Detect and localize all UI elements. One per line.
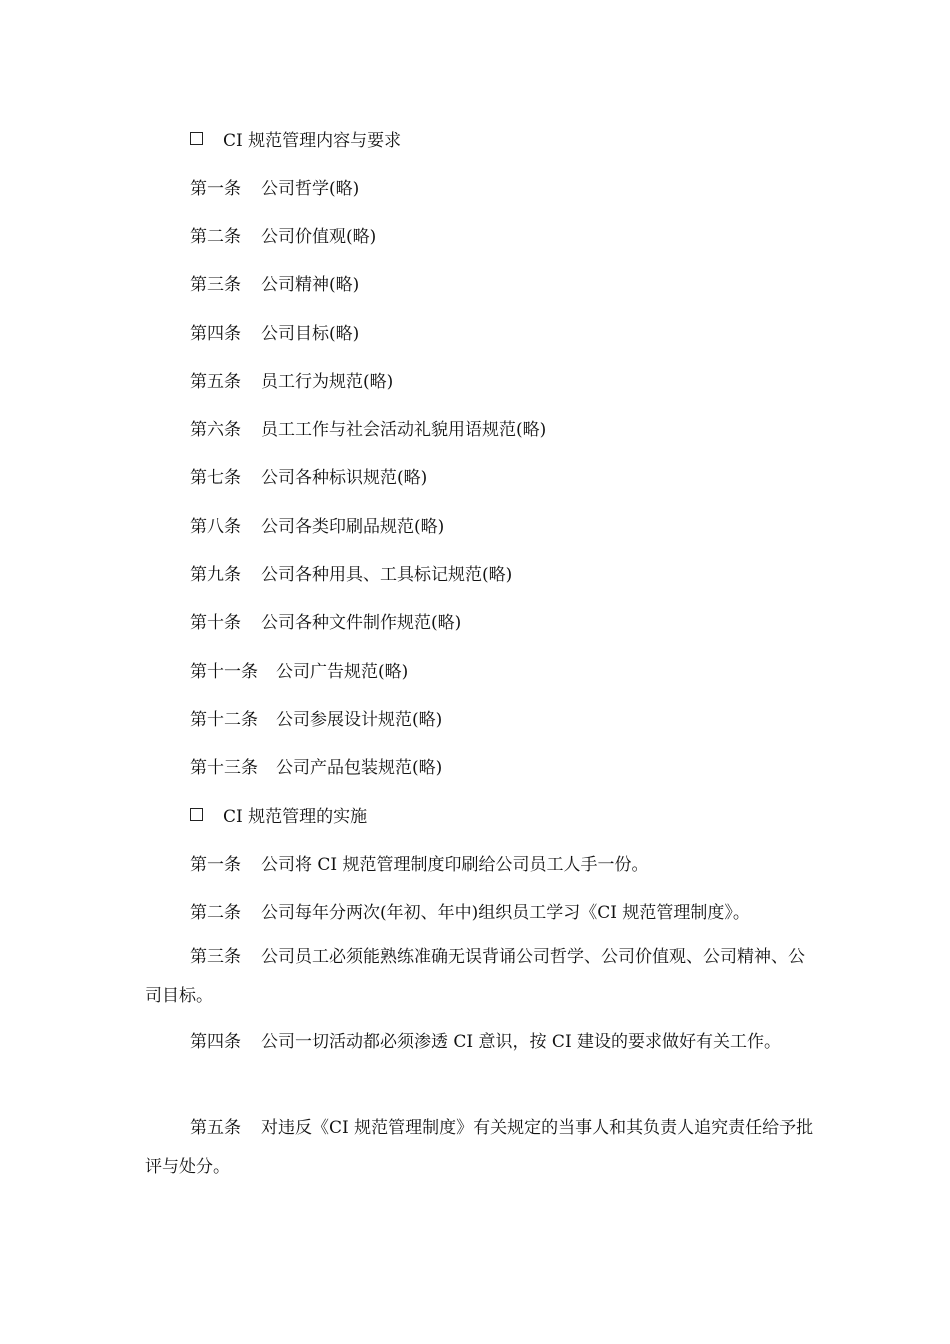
article-text: 公司各类印刷品规范(略): [261, 517, 445, 537]
article-item: [190, 898, 750, 923]
article-text: 员工工作与社会活动礼貌用语规范(略): [261, 420, 547, 440]
article-text: 公司一切活动都必须渗透 CI 意识，按 CI 建设的要求做好有关工作。: [261, 1032, 782, 1052]
article-number: 第四条: [190, 1032, 241, 1052]
article-item: [190, 415, 546, 440]
section-heading-content-requirements: [190, 126, 401, 151]
article-number: 第一条: [190, 855, 241, 875]
section-title: CI 规范管理内容与要求: [223, 131, 402, 151]
article-text: 公司各种标识规范(略): [261, 468, 428, 488]
article-text: 公司各种用具、工具标记规范(略): [261, 565, 513, 585]
article-number: 第二条: [190, 903, 241, 923]
article-item: [190, 560, 512, 585]
article-item: [190, 657, 408, 682]
article-item: [190, 367, 393, 392]
article-number: 第九条: [190, 565, 241, 585]
article-number: 第七条: [190, 468, 241, 488]
article-number: 第三条: [190, 275, 241, 295]
article-item: [190, 608, 461, 633]
article-text: 公司员工必须能熟练准确无误背诵公司哲学、公司价值观、公司精神、公司目标。: [145, 947, 805, 1006]
article-number: 第六条: [190, 420, 241, 440]
article-item: [190, 319, 359, 344]
article-number: 第十三条: [190, 758, 258, 778]
section-title: CI 规范管理的实施: [223, 807, 368, 827]
section-heading-implementation: [190, 802, 367, 827]
article-number: 第八条: [190, 517, 241, 537]
article-item: [190, 753, 442, 778]
article-paragraph: [145, 1109, 815, 1187]
article-item: [190, 222, 376, 247]
article-item: [190, 705, 442, 730]
article-text: 公司精神(略): [261, 275, 360, 295]
article-text: 公司价值观(略): [261, 227, 377, 247]
article-number: 第五条: [190, 372, 241, 392]
article-text: 公司哲学(略): [261, 179, 360, 199]
article-text: 员工行为规范(略): [261, 372, 394, 392]
article-number: 第五条: [190, 1118, 241, 1138]
article-number: 第三条: [190, 947, 241, 967]
article-text: 对违反《CI 规范管理制度》有关规定的当事人和其负责人追究责任给予批评与处分。: [145, 1118, 814, 1177]
article-paragraph: [145, 1023, 815, 1062]
article-number: 第一条: [190, 179, 241, 199]
article-item: [190, 270, 359, 295]
article-item: [190, 174, 359, 199]
article-text: 公司目标(略): [261, 324, 360, 344]
article-paragraph: [145, 938, 815, 1016]
checkbox-square-icon: [190, 808, 203, 821]
article-number: 第十一条: [190, 662, 258, 682]
article-text: 公司各种文件制作规范(略): [261, 613, 462, 633]
article-number: 第十条: [190, 613, 241, 633]
article-number: 第二条: [190, 227, 241, 247]
article-text: 公司产品包装规范(略): [276, 758, 443, 778]
article-text: 公司将 CI 规范管理制度印刷给公司员工人手一份。: [261, 855, 649, 875]
article-item: [190, 850, 649, 875]
article-item: [190, 512, 444, 537]
article-number: 第十二条: [190, 710, 258, 730]
article-number: 第四条: [190, 324, 241, 344]
article-item: [190, 463, 427, 488]
checkbox-square-icon: [190, 132, 203, 145]
article-text: 公司广告规范(略): [276, 662, 409, 682]
article-text: 公司每年分两次(年初、年中)组织员工学习《CI 规范管理制度》。: [261, 903, 750, 923]
article-text: 公司参展设计规范(略): [276, 710, 443, 730]
